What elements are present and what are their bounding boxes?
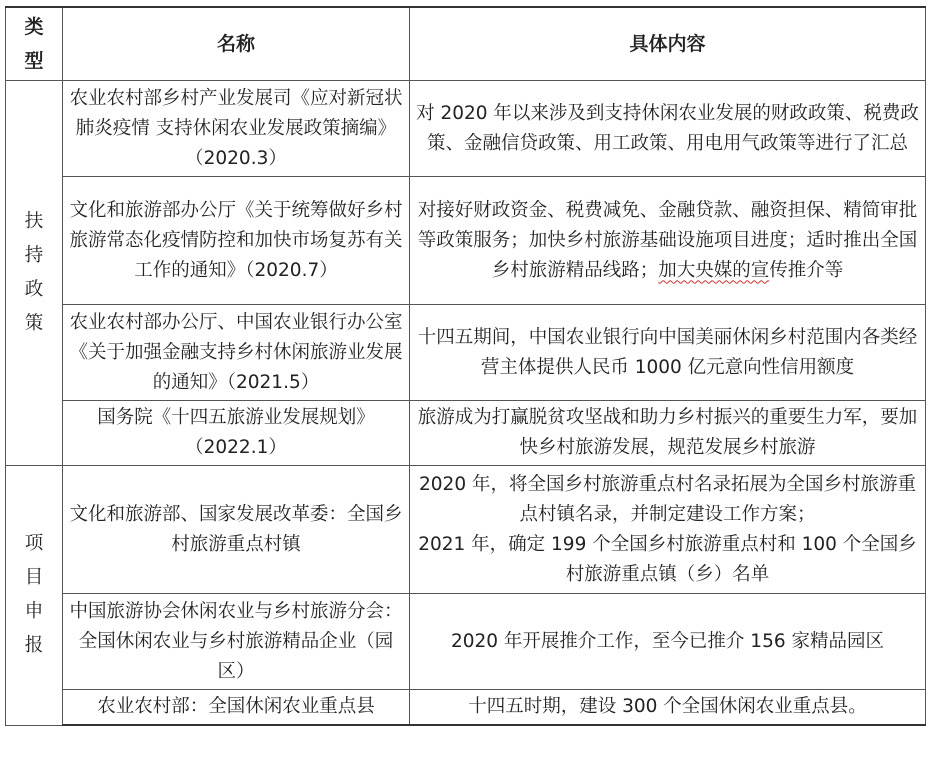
name-cell: 文化和旅游部、国家发展改革委：全国乡村旅游重点村镇	[63, 466, 410, 594]
header-type-char: 类	[24, 16, 44, 38]
table-header-row	[6, 7, 926, 81]
content-cell	[410, 177, 926, 305]
type-char: 申	[24, 601, 44, 623]
content-cell: 对 2020 年以来涉及到支持休闲农业发展的财政政策、税费政策、金融信贷政策、用工政策、用电用气政策等进行了汇总	[410, 81, 926, 177]
name-cell: 中国旅游协会休闲农业与乡村旅游分会：全国休闲农业与乡村旅游精品企业（园区）	[63, 594, 410, 690]
type-char: 目	[24, 567, 44, 589]
header-content: 具体内容	[410, 7, 926, 81]
type-char: 项	[24, 533, 44, 555]
table-row	[6, 81, 926, 177]
content-line: 2021 年，确定 199 个全国乡村旅游重点村和 100 个全国乡村旅游重点镇（乡）名单	[418, 533, 917, 585]
name-cell: 文化和旅游部办公厅《关于统筹做好乡村旅游常态化疫情防控和加快市场复苏有关工作的通知》（2020.7）	[63, 177, 410, 305]
content-cell: 旅游成为打赢脱贫攻坚战和助力乡村振兴的重要生力军，要加快乡村旅游发展，规范发展乡村旅游	[410, 401, 926, 466]
table-row	[6, 594, 926, 690]
header-type-char: 型	[24, 50, 44, 72]
table-row	[6, 466, 926, 594]
content-cell: 2020 年开展推介工作，至今已推介 156 家精品园区	[410, 594, 926, 690]
content-cell: 十四五时期，建设 300 个全国休闲农业重点县。	[410, 690, 926, 726]
type-cell-project-application	[6, 466, 63, 726]
name-cell: 农业农村部乡村产业发展司《应对新冠状肺炎疫情 支持休闲农业发展政策摘编》（2020.3）	[63, 81, 410, 177]
table-row	[6, 690, 926, 726]
content-cell	[410, 466, 926, 594]
header-type	[6, 7, 63, 81]
table-row	[6, 305, 926, 401]
type-cell-support-policy	[6, 81, 63, 466]
content-text: 对接好财政资金、税费减免、金融贷款、融资担保、精简审批等政策服务；加快乡村旅游基础设施项目进度；适时推出全国乡村旅游精品线路；	[417, 199, 918, 281]
type-char: 持	[24, 245, 44, 266]
content-text: 传推介等	[769, 259, 844, 281]
type-char: 政	[24, 279, 44, 300]
name-cell: 农业农村部办公厅、中国农业银行办公室《关于加强金融支持乡村休闲旅游业发展的通知》（2021.5）	[63, 305, 410, 401]
header-name: 名称	[63, 7, 410, 81]
table-row	[6, 401, 926, 466]
name-cell: 农业农村部：全国休闲农业重点县	[63, 690, 410, 726]
type-char: 报	[24, 635, 44, 657]
type-char: 策	[24, 313, 44, 334]
spellcheck-marked-text: 加大央媒的宣	[658, 259, 770, 281]
table-row	[6, 177, 926, 305]
content-line: 2020 年，将全国乡村旅游重点村名录拓展为全国乡村旅游重点村镇名录，并制定建设工作方案；	[419, 473, 916, 525]
content-cell: 十四五期间，中国农业银行向中国美丽休闲乡村范围内各类经营主体提供人民币 1000 亿元意向性信用额度	[410, 305, 926, 401]
type-char: 扶	[24, 211, 44, 232]
name-cell: 国务院《十四五旅游业发展规划》（2022.1）	[63, 401, 410, 466]
policy-table	[5, 6, 926, 726]
policy-table-container	[5, 6, 926, 726]
